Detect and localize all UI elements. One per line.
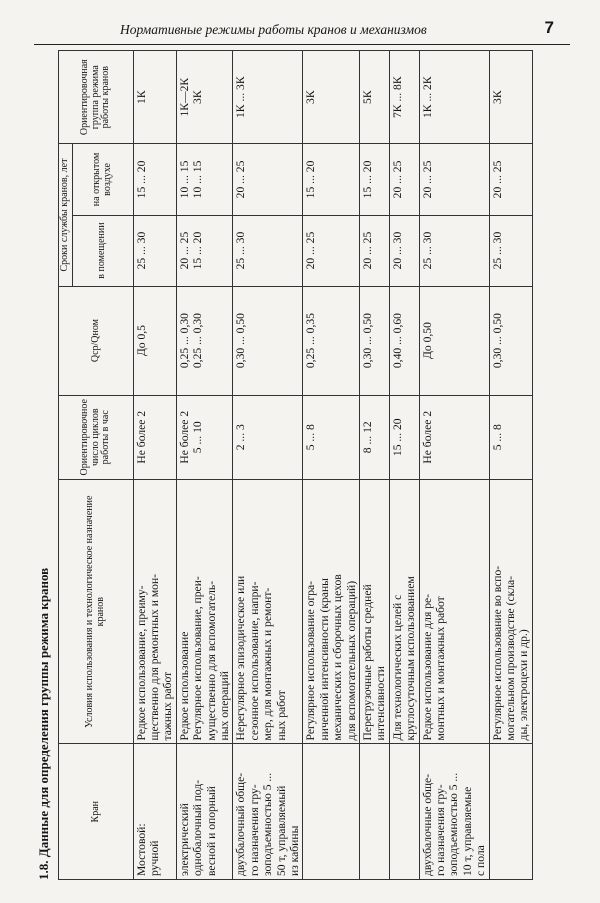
crane-cell-line: го назначения гру- [247, 784, 261, 876]
group-cell-line: 3К [490, 90, 504, 104]
conditions-cell [176, 479, 233, 743]
crane-cell [389, 744, 419, 880]
conditions-cell-line: Редкое использование [177, 631, 191, 741]
indoor-life-cell-line: 20 ... 30 [390, 231, 404, 270]
col-header-crane: Кран [59, 744, 134, 880]
q-ratio-cell-line: До 0,5 [134, 325, 148, 357]
conditions-cell-line: мер, для монтажных и ремонт- [261, 587, 275, 741]
crane-cell-line: 10 т, управляемые [460, 786, 474, 876]
outdoor-life-cell [389, 144, 419, 215]
crane-cell [233, 744, 303, 880]
cycles-cell [176, 395, 233, 479]
q-ratio-cell [233, 286, 303, 395]
page-number: 7 [544, 18, 554, 37]
col-header-group: Ориентировочная группа режима работы кранов [59, 51, 134, 144]
col-header-indoors: в помещении [72, 215, 133, 286]
page-header [0, 0, 600, 50]
crane-cell [360, 744, 390, 880]
q-ratio-cell-line: 0,25 ... 0,35 [304, 313, 318, 369]
conditions-cell-line: монтных и монтажных работ [434, 596, 448, 741]
conditions-cell-line: механических и сборочных цехов [331, 574, 345, 741]
q-ratio-cell [133, 286, 176, 395]
col-header-q-ratio: Qср/Qном [59, 286, 134, 395]
indoor-life-cell [303, 215, 360, 286]
cycles-cell-line: 8 ... 12 [361, 421, 374, 454]
conditions-cell [360, 479, 390, 743]
indoor-life-cell [419, 215, 489, 286]
cycles-cell [419, 395, 489, 479]
table-row [419, 51, 489, 880]
conditions-cell-line: Регулярное использование огра- [304, 580, 318, 741]
conditions-cell-line: Для технологических целей с [390, 594, 404, 741]
q-ratio-cell-line: До 0,50 [420, 322, 434, 360]
conditions-cell-line: ниченной интенсивности (краны [317, 578, 331, 741]
table-row [389, 51, 419, 880]
indoor-life-cell [233, 215, 303, 286]
group-cell-line: 1К ... 2К [420, 76, 434, 118]
cycles-cell-line: 2 ... 3 [234, 424, 248, 451]
crane-cell-line: двухбалочные обще- [420, 773, 434, 876]
cycles-cell [489, 395, 532, 479]
crane-cell-line: ручной [147, 840, 161, 876]
conditions-cell-line: Нерегулярное эпизодическое или [234, 575, 248, 741]
conditions-cell-line: Перегрузочные работы средней [361, 584, 374, 741]
group-cell-line: 7К ... 8К [390, 76, 404, 118]
outdoor-life-cell-line: 15 ... 20 [304, 160, 318, 199]
col-header-service-life: Сроки службы кранов, лет [59, 144, 73, 286]
conditions-cell [489, 479, 532, 743]
conditions-cell [133, 479, 176, 743]
cycles-cell-line: 5 ... 10 [191, 421, 205, 454]
group-cell [233, 51, 303, 144]
col-header-cycles: Ориентировочное число циклов работы в час [59, 395, 134, 479]
cycles-cell-line: Не более 2 [420, 410, 434, 464]
indoor-life-cell [389, 215, 419, 286]
outdoor-life-cell-line: 15 ... 20 [134, 160, 148, 199]
conditions-cell-line: сезонное использование, напри- [247, 581, 261, 741]
col-header-conditions: Условия использования и технологическое назначение кранов [59, 479, 134, 743]
conditions-cell [233, 479, 303, 743]
indoor-life-cell-line: 20 ... 25 [177, 231, 191, 270]
cycles-cell-line: 15 ... 20 [390, 418, 404, 457]
crane-cell-line: зоподъемностью 5 ... [261, 772, 275, 876]
group-cell-line: 5К [361, 90, 374, 104]
group-cell-line: 1К—2К [177, 77, 191, 117]
group-cell [133, 51, 176, 144]
cycles-cell [389, 395, 419, 479]
cycles-cell-line: Не более 2 [134, 410, 148, 464]
group-cell [303, 51, 360, 144]
crane-cell-line: 50 т, управляемый [274, 785, 288, 876]
crane-cell-line: го назначения гру- [434, 784, 448, 876]
indoor-life-cell-line: 20 ... 25 [361, 231, 374, 270]
crane-cell-line: зоподъемностью 5 ... [447, 772, 461, 876]
outdoor-life-cell-line: 20 ... 25 [490, 160, 504, 199]
group-cell [360, 51, 390, 144]
conditions-cell-line: для вспомогательных операций) [344, 580, 358, 741]
conditions-cell-line: ных работ [274, 690, 288, 741]
q-ratio-cell-line: 0,30 ... 0,50 [490, 313, 504, 369]
indoor-life-cell [360, 215, 390, 286]
cycles-cell-line: 5 ... 8 [490, 424, 504, 451]
group-cell-line: 3К [191, 90, 205, 104]
group-cell-line: 1К ... 3К [234, 76, 248, 118]
indoor-life-cell-line: 25 ... 30 [234, 231, 248, 270]
conditions-cell-line: Регулярное использование, преи- [191, 576, 205, 741]
q-ratio-cell-line: 0,30 ... 0,50 [361, 313, 374, 369]
cycles-cell-line: 5 ... 8 [304, 424, 318, 451]
crane-cell-line: двухбалочный обще- [234, 772, 248, 876]
conditions-cell [303, 479, 360, 743]
cycles-cell [360, 395, 390, 479]
running-title: Нормативные режимы работы кранов и механизмов [120, 22, 427, 37]
outdoor-life-cell [233, 144, 303, 215]
outdoor-life-cell-line: 15 ... 20 [361, 160, 374, 199]
indoor-life-cell-line: 25 ... 30 [134, 231, 148, 270]
outdoor-life-cell-line: 20 ... 25 [234, 160, 248, 199]
q-ratio-cell [389, 286, 419, 395]
indoor-life-cell-line: 20 ... 25 [304, 231, 318, 270]
conditions-cell-line: интенсивности [374, 666, 388, 741]
outdoor-life-cell [176, 144, 233, 215]
q-ratio-cell-line: 0,25 ... 0,30 [177, 313, 191, 369]
outdoor-life-cell [360, 144, 390, 215]
table-row [360, 51, 390, 880]
crane-cell-line: с пола [474, 845, 488, 876]
conditions-cell [389, 479, 419, 743]
q-ratio-cell [419, 286, 489, 395]
outdoor-life-cell [133, 144, 176, 215]
crane-cell [176, 744, 233, 880]
crane-cell-line: весной и опорный [204, 786, 218, 876]
conditions-cell-line: круглосуточным использованием [404, 576, 418, 741]
conditions-cell-line: тажных работ [161, 671, 175, 741]
conditions-cell-line: Регулярное использование во вспо- [490, 565, 504, 741]
conditions-cell-line: щественно для ремонтных и мон- [147, 573, 161, 741]
conditions-cell [419, 479, 489, 743]
outdoor-life-cell [303, 144, 360, 215]
table-body [133, 51, 532, 880]
outdoor-life-cell-line: 20 ... 25 [420, 160, 434, 199]
conditions-cell-line: ды, электроцехи и др.) [517, 629, 531, 741]
q-ratio-cell-line: 0,40 ... 0,60 [390, 313, 404, 369]
q-ratio-cell [489, 286, 532, 395]
crane-regime-table [58, 50, 533, 880]
table-row [176, 51, 233, 880]
indoor-life-cell [133, 215, 176, 286]
indoor-life-cell [176, 215, 233, 286]
q-ratio-cell [176, 286, 233, 395]
table-row [233, 51, 303, 880]
table-row [489, 51, 532, 880]
group-cell [176, 51, 233, 144]
rotated-table-block [36, 50, 558, 880]
conditions-cell-line: Редкое использование для ре- [420, 594, 434, 741]
q-ratio-cell [360, 286, 390, 395]
crane-cell-line: однобалочный под- [191, 779, 205, 876]
indoor-life-cell-line: 25 ... 30 [420, 231, 434, 270]
crane-cell [489, 744, 532, 880]
outdoor-life-cell-line: 10 ... 15 [177, 160, 191, 199]
group-cell [389, 51, 419, 144]
crane-cell [133, 744, 176, 880]
outdoor-life-cell [489, 144, 532, 215]
group-cell [489, 51, 532, 144]
header-rule [34, 44, 570, 45]
group-cell-line: 3К [304, 90, 318, 104]
indoor-life-cell-line: 15 ... 20 [191, 231, 205, 270]
group-cell [419, 51, 489, 144]
conditions-cell-line: Редкое использование, преиму- [134, 585, 148, 741]
table-row [303, 51, 360, 880]
q-ratio-cell [303, 286, 360, 395]
conditions-cell-line: могательном производстве (скла- [504, 575, 518, 741]
conditions-cell-line: ных операций [217, 671, 231, 741]
cycles-cell [133, 395, 176, 479]
crane-cell [303, 744, 360, 880]
outdoor-life-cell-line: 20 ... 25 [390, 160, 404, 199]
indoor-life-cell-line: 25 ... 30 [490, 231, 504, 270]
q-ratio-cell-line: 0,30 ... 0,50 [234, 313, 248, 369]
table-caption: 1.8. Данные для определения группы режима кранов [36, 567, 51, 880]
conditions-cell-line: мущественно для вспомогатель- [204, 580, 218, 741]
cycles-cell [233, 395, 303, 479]
cycles-cell-line: Не более 2 [177, 410, 191, 464]
outdoor-life-cell-line: 10 ... 15 [191, 160, 205, 199]
crane-cell-line: электрический [177, 803, 191, 876]
crane-cell-line: из кабины [287, 825, 301, 876]
group-cell-line: 1К [134, 90, 148, 104]
col-header-outdoors: на открытом воздухе [72, 144, 133, 215]
q-ratio-cell-line: 0,25 ... 0,30 [191, 313, 205, 369]
crane-cell [419, 744, 489, 880]
indoor-life-cell [489, 215, 532, 286]
outdoor-life-cell [419, 144, 489, 215]
cycles-cell [303, 395, 360, 479]
crane-cell-line: Мостовой: [134, 823, 148, 876]
table-row [133, 51, 176, 880]
